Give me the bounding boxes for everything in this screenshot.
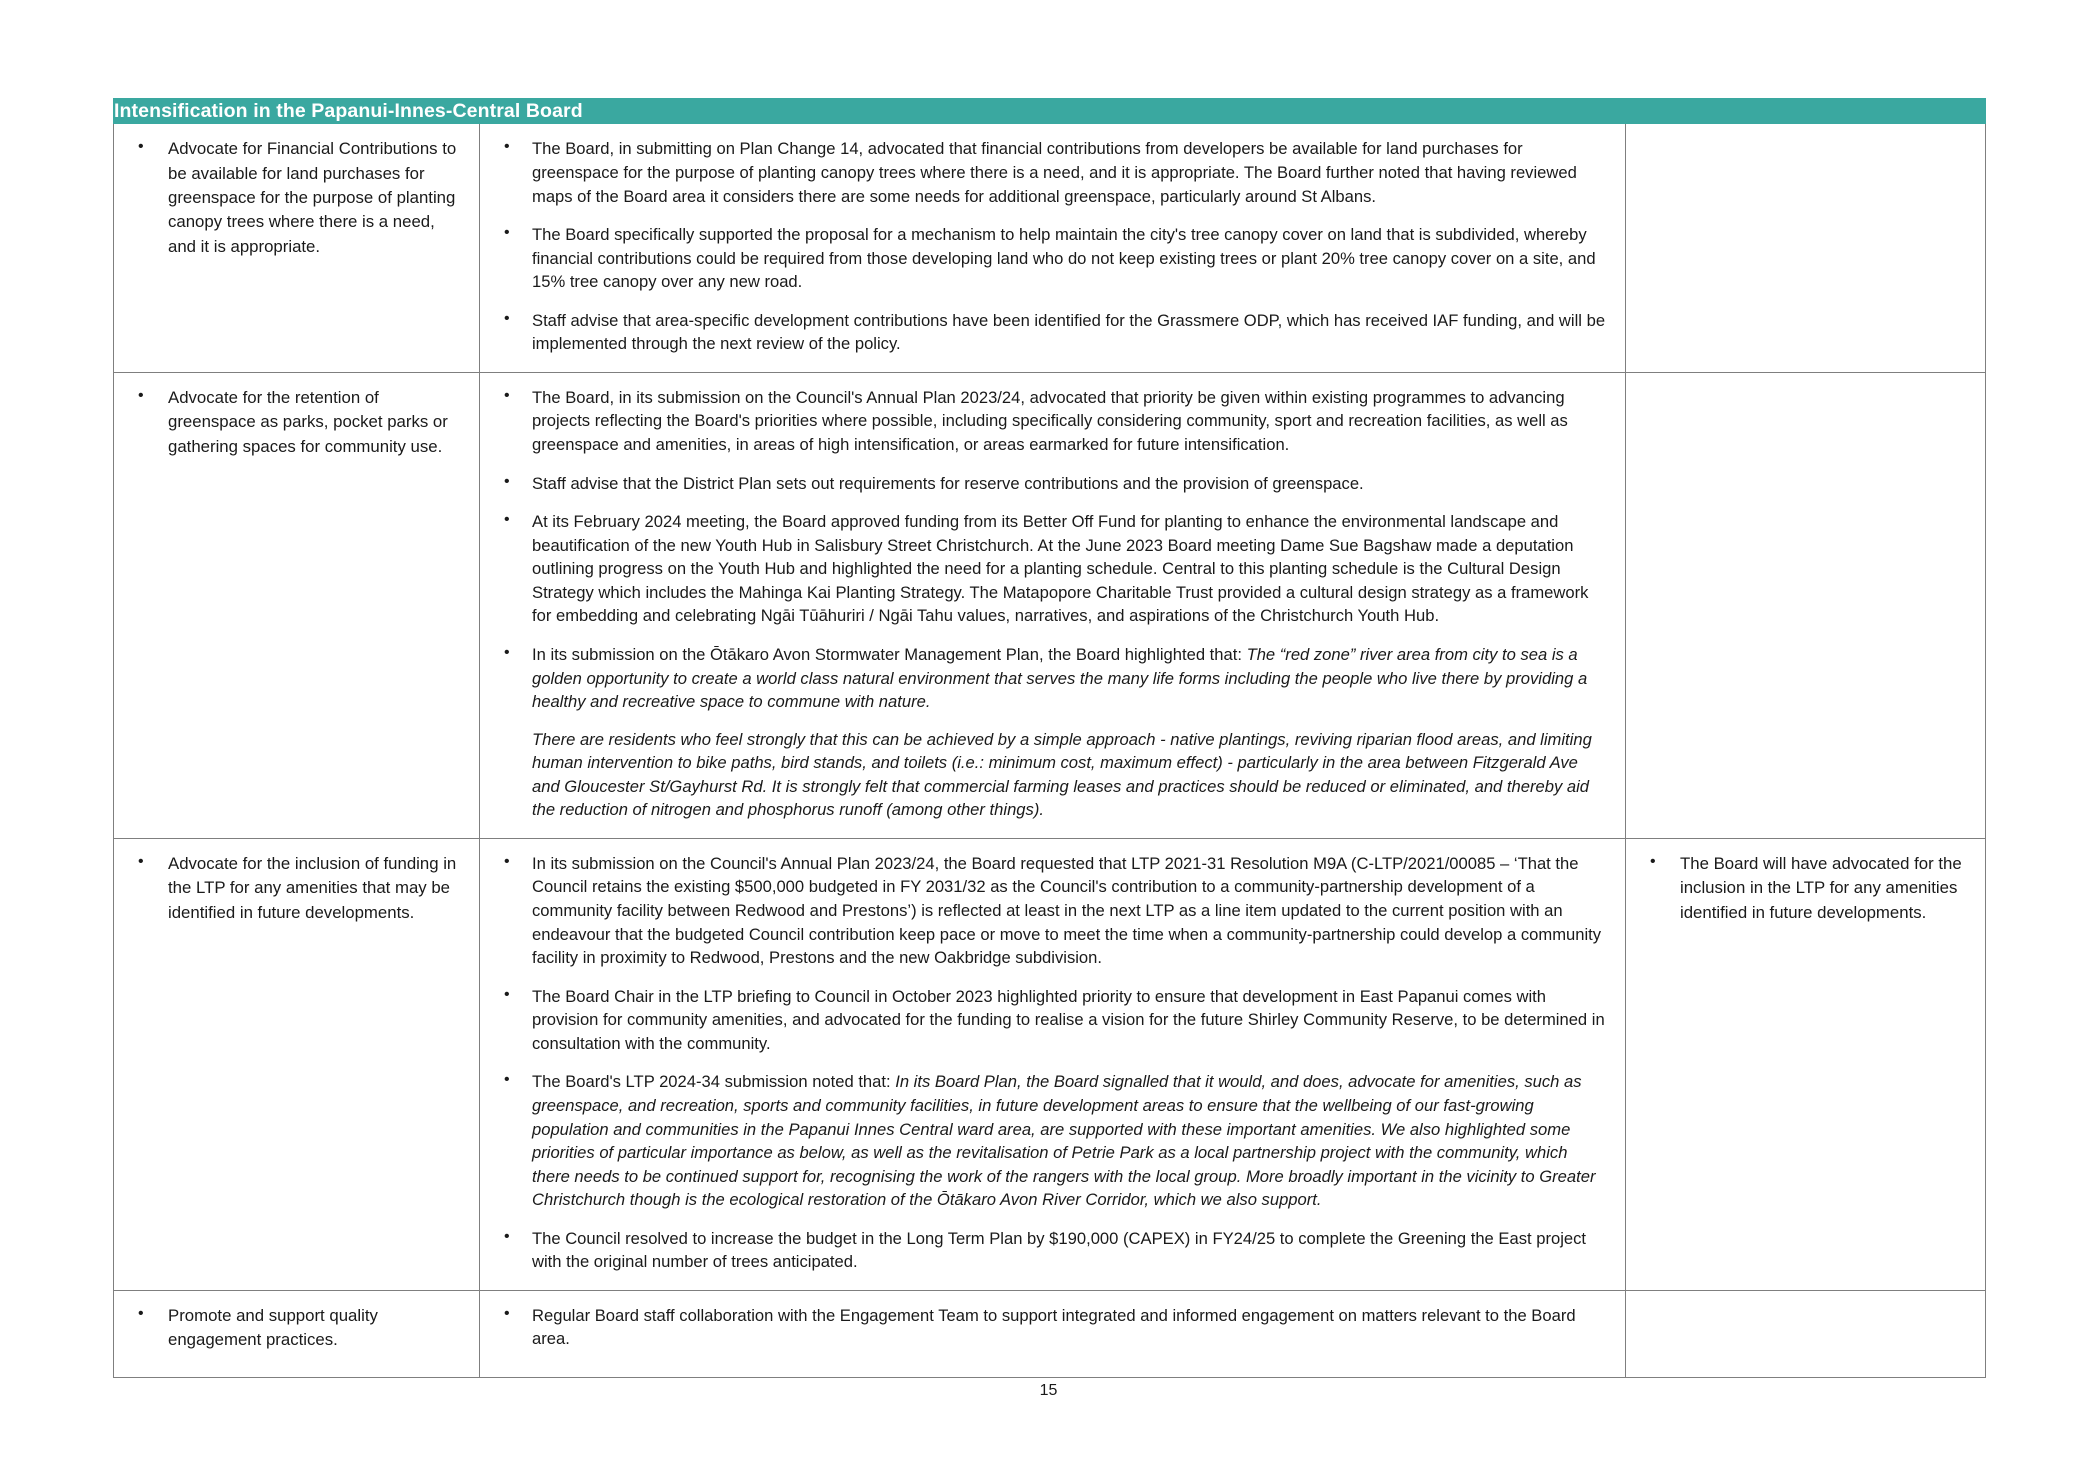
quote-continuation-text: There are residents who feel strongly that this can be achieved by a simple approach - native plantings, reviving riparian flood areas, and limiting human intervention to bike paths, bird stands, and toilets (i.e.: minimum cost, maximum effect) - particularly in the area between Fitzgerald Ave and Gloucester St/Gayhurst Rd. It is strongly felt that commercial farming leases and practices should be reduced or eliminated, and thereby aid the reduction of nitrogen and phosphorus runoff (among other things). [532, 729, 1592, 820]
objective-cell [114, 838, 480, 1290]
list-item: • Advocate for the inclusion of funding in the LTP for any amenities that may be identified in future developments. [128, 852, 465, 925]
list-item: • In its submission on the Council's Annual Plan 2023/24, the Board requested that LTP 2021-31 Resolution M9A (C-LTP/2021/00085 – ‘That the Council retains the existing $500,000 budgeted in FY 2031/32 as the Council's contribution to a community-partnership development of a community facility between Redwood and Prestons’) is reflected at least in the next LTP as a line item updated to the current position with an endeavour that the budgeted Council contribution keep pace or move to meet the time when a community-partnership could develop a community facility in proximity to Redwood, Prestons and the new Oakbridge subdivision. [496, 852, 1609, 970]
activity-list [496, 386, 1609, 822]
activity-cell [480, 1290, 1626, 1377]
banner-title: Intensification in the Papanui-Innes-Central Board [114, 100, 583, 122]
list-item: • Staff advise that area-specific development contributions have been identified for the Grassmere ODP, which has received IAF funding, and will be implemented through the next review of the policy. [496, 309, 1609, 356]
outcome-cell [1626, 838, 1986, 1290]
table-row [114, 124, 1986, 373]
list-item: • The Board, in its submission on the Council's Annual Plan 2023/24, advocated that priority be given within existing programmes to advancing projects reflecting the Board's priorities where possible, including specifically considering community, sport and recreation facilities, as well as greenspace and amenities, in areas of high intensification, or areas earmarked for future intensification. [496, 386, 1609, 457]
objective-list [128, 137, 465, 259]
list-item: • The Board will have advocated for the inclusion in the LTP for any amenities identified in future developments. [1640, 852, 1971, 925]
list-item-quoted [496, 643, 1609, 822]
list-item: • Promote and support quality engagement practices. [128, 1304, 465, 1353]
quote-lead-text: The Board's LTP 2024-34 submission noted that: [532, 1072, 896, 1092]
list-item: • Advocate for Financial Contributions to be available for land purchases for greenspace for the purpose of planting canopy trees where there is a need, and it is appropriate. [128, 137, 465, 259]
list-item: • The Board, in submitting on Plan Change 14, advocated that financial contributions from developers be available for land purchases for greenspace for the purpose of planting canopy trees where there is a need, and it is appropriate. The Board further noted that having reviewed maps of the Board area it considers there are some needs for additional greenspace, particularly around St Albans. [496, 137, 1609, 208]
table-banner-row [114, 99, 1986, 124]
list-item-quoted [496, 1070, 1609, 1211]
list-item: • At its February 2024 meeting, the Board approved funding from its Better Off Fund for planting to enhance the environmental landscape and beautification of the new Youth Hub in Salisbury Street Christchurch. At the June 2023 Board meeting Dame Sue Bagshaw made a deputation outlining progress on the Youth Hub and highlighted the need for a planting schedule. Central to this planting schedule is the Cultural Design Strategy which includes the Mahinga Kai Planting Strategy. The Matapopore Charitable Trust provided a cultural design strategy as a framework for embedding and celebrating Ngāi Tūāhuriri / Ngāi Tahu values, narratives, and aspirations of the Christchurch Youth Hub. [496, 510, 1609, 628]
activity-cell [480, 124, 1626, 373]
activity-list [496, 137, 1609, 356]
outcome-cell [1626, 372, 1986, 838]
page-number: 15 [1039, 1382, 1058, 1399]
quote-italic-text: In its Board Plan, the Board signalled that it would, and does, advocate for amenities, such as greenspace, and recreation, sports and community facilities, in future development areas to ensure that the wellbeing of our fast-growing population and communities in the Papanui Innes Central ward area, are supported with these important amenities. We also highlighted some priorities of particular importance as below, as well as the revitalisation of Petrie Park as a local partnership project with the community, which there needs to be continued support for, recognising the work of the rangers with the local group. More broadly important in the vicinity to Greater Christchurch though is the ecological restoration of the Ōtākaro Avon River Corridor, which we also support. [532, 1072, 1596, 1210]
list-item: • Regular Board staff collaboration with the Engagement Team to support integrated and informed engagement on matters relevant to the Board area. [496, 1304, 1609, 1351]
activity-cell [480, 838, 1626, 1290]
objective-list [128, 1304, 465, 1353]
list-item: • The Council resolved to increase the budget in the Long Term Plan by $190,000 (CAPEX) in FY24/25 to complete the Greening the East project with the original number of trees anticipated. [496, 1227, 1609, 1274]
objective-cell [114, 124, 480, 373]
table-row [114, 1290, 1986, 1377]
list-item: • Staff advise that the District Plan sets out requirements for reserve contributions and the provision of greenspace. [496, 472, 1609, 496]
list-item: • The Board Chair in the LTP briefing to Council in October 2023 highlighted priority to ensure that development in East Papanui comes with provision for community amenities, and advocated for the funding to realise a vision for the future Shirley Community Reserve, to be determined in consultation with the community. [496, 985, 1609, 1056]
activity-list [496, 1304, 1609, 1351]
table-row [114, 372, 1986, 838]
objective-list [128, 386, 465, 459]
objectives-table-wrapper [113, 98, 1985, 1378]
outcome-cell [1626, 1290, 1986, 1377]
list-item: • Advocate for the retention of greenspace as parks, pocket parks or gathering spaces for community use. [128, 386, 465, 459]
quote-lead-text: In its submission on the Ōtākaro Avon Stormwater Management Plan, the Board highlighted that: [532, 644, 1247, 664]
objective-list [128, 852, 465, 925]
quote-italic-text: The “red zone” river area from city to sea is a golden opportunity to create a world class natural environment that serves the many life forms including the people who live there by providing a healthy and recreative space to commune with nature. [532, 644, 1588, 712]
objective-cell [114, 1290, 480, 1377]
activity-list [496, 852, 1609, 1274]
outcome-list [1640, 852, 1971, 925]
table-row [114, 838, 1986, 1290]
activity-cell [480, 372, 1626, 838]
objective-cell [114, 372, 480, 838]
objectives-table [113, 98, 1986, 1378]
banner-cell [114, 99, 1986, 124]
outcome-cell [1626, 124, 1986, 373]
list-item: • The Board specifically supported the proposal for a mechanism to help maintain the city's tree canopy cover on land that is subdivided, whereby financial contributions could be required from those developing land who do not keep existing trees or plant 20% tree canopy cover on a site, and 15% tree canopy over any new road. [496, 223, 1609, 294]
